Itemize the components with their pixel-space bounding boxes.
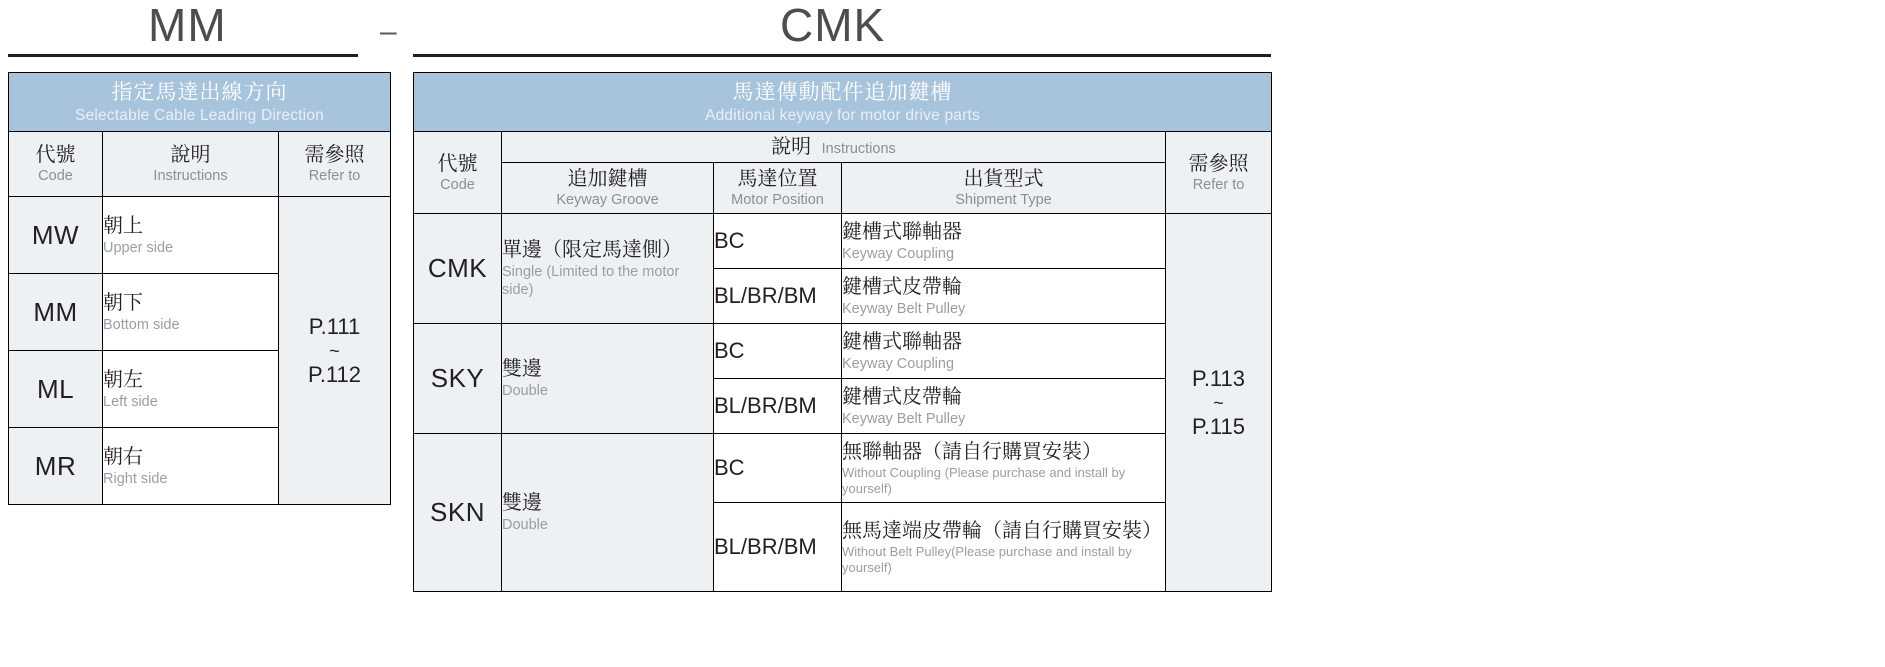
desc-mr: 朝右 Right side	[103, 428, 279, 505]
code-mr[interactable]: MR	[9, 428, 103, 505]
shipment-sky-blbrbm: 鍵槽式皮帶輪 Keyway Belt Pulley	[842, 379, 1166, 434]
headline-rule-right	[413, 54, 1271, 57]
desc-ml: 朝左 Left side	[103, 351, 279, 428]
header-refer-to: 需參照 Refer to	[1166, 132, 1272, 214]
refer-to-cable-direction	[279, 197, 391, 505]
header-instructions: 說明 Instructions	[502, 132, 1166, 163]
headline-rule-left	[8, 54, 358, 57]
table-row	[9, 197, 391, 274]
table-band-row	[9, 73, 391, 132]
additional-keyway-title: 馬達傳動配件追加鍵槽 Additional keyway for motor drive parts	[414, 73, 1272, 132]
refer-tilde: ~	[1213, 392, 1224, 413]
cable-direction-table	[8, 72, 391, 505]
refer-tilde: ~	[329, 340, 340, 361]
shipment-skn-bc: 無聯軸器（請自行購買安裝） Without Coupling (Please purchase and install by yourself)	[842, 434, 1166, 503]
desc-mm: 朝下 Bottom side	[103, 274, 279, 351]
header-code: 代號 Code	[9, 132, 103, 197]
header-keyway-groove: 追加鍵槽 Keyway Groove	[502, 163, 714, 214]
shipment-sky-bc: 鍵槽式聯軸器 Keyway Coupling	[842, 324, 1166, 379]
model-code-headline	[0, 0, 1280, 60]
shipment-cmk-bc: 鍵槽式聯軸器 Keyway Coupling	[842, 214, 1166, 269]
refer-to: P.112	[307, 361, 362, 387]
refer-from: P.113	[1191, 365, 1246, 391]
motor-position-cmk-bc: BC	[714, 214, 842, 269]
shipment-cmk-blbrbm: 鍵槽式皮帶輪 Keyway Belt Pulley	[842, 269, 1166, 324]
motor-position-skn-bc: BC	[714, 434, 842, 503]
table-row	[414, 434, 1272, 503]
code-skn[interactable]: SKN	[414, 434, 502, 592]
headline-right-code: CMK	[780, 0, 886, 51]
refer-from: P.111	[308, 313, 361, 339]
table-header-row	[9, 132, 391, 197]
header-instructions: 說明 Instructions	[103, 132, 279, 197]
table-header-row-top	[414, 132, 1272, 163]
code-ml[interactable]: ML	[9, 351, 103, 428]
header-code: 代號 Code	[414, 132, 502, 214]
table-row	[414, 214, 1272, 269]
motor-position-skn-blbrbm: BL/BR/BM	[714, 503, 842, 592]
cable-direction-title: 指定馬達出線方向 Selectable Cable Leading Direction	[9, 73, 391, 132]
shipment-skn-blbrbm: 無馬達端皮帶輪（請自行購買安裝） Without Belt Pulley(Please purchase and install by yourself)	[842, 503, 1166, 592]
keyway-skn: 雙邊 Double	[502, 434, 714, 592]
header-refer-to: 需參照 Refer to	[279, 132, 391, 197]
keyway-sky: 雙邊 Double	[502, 324, 714, 434]
desc-mw: 朝上 Upper side	[103, 197, 279, 274]
code-mm[interactable]: MM	[9, 274, 103, 351]
keyway-cmk: 單邊（限定馬達側） Single (Limited to the motor side)	[502, 214, 714, 324]
header-shipment-type: 出貨型式 Shipment Type	[842, 163, 1166, 214]
headline-left-code: MM	[148, 0, 227, 51]
additional-keyway-table	[413, 72, 1272, 592]
motor-position-cmk-blbrbm: BL/BR/BM	[714, 269, 842, 324]
refer-to-additional-keyway	[1166, 214, 1272, 592]
code-sky[interactable]: SKY	[414, 324, 502, 434]
motor-position-sky-bc: BC	[714, 324, 842, 379]
refer-to: P.115	[1191, 413, 1246, 439]
code-mw[interactable]: MW	[9, 197, 103, 274]
table-row	[414, 324, 1272, 379]
table-header-row-sub	[414, 163, 1272, 214]
header-motor-position: 馬達位置 Motor Position	[714, 163, 842, 214]
motor-position-sky-blbrbm: BL/BR/BM	[714, 379, 842, 434]
table-band-row	[414, 73, 1272, 132]
headline-dash: –	[380, 15, 398, 48]
code-cmk[interactable]: CMK	[414, 214, 502, 324]
